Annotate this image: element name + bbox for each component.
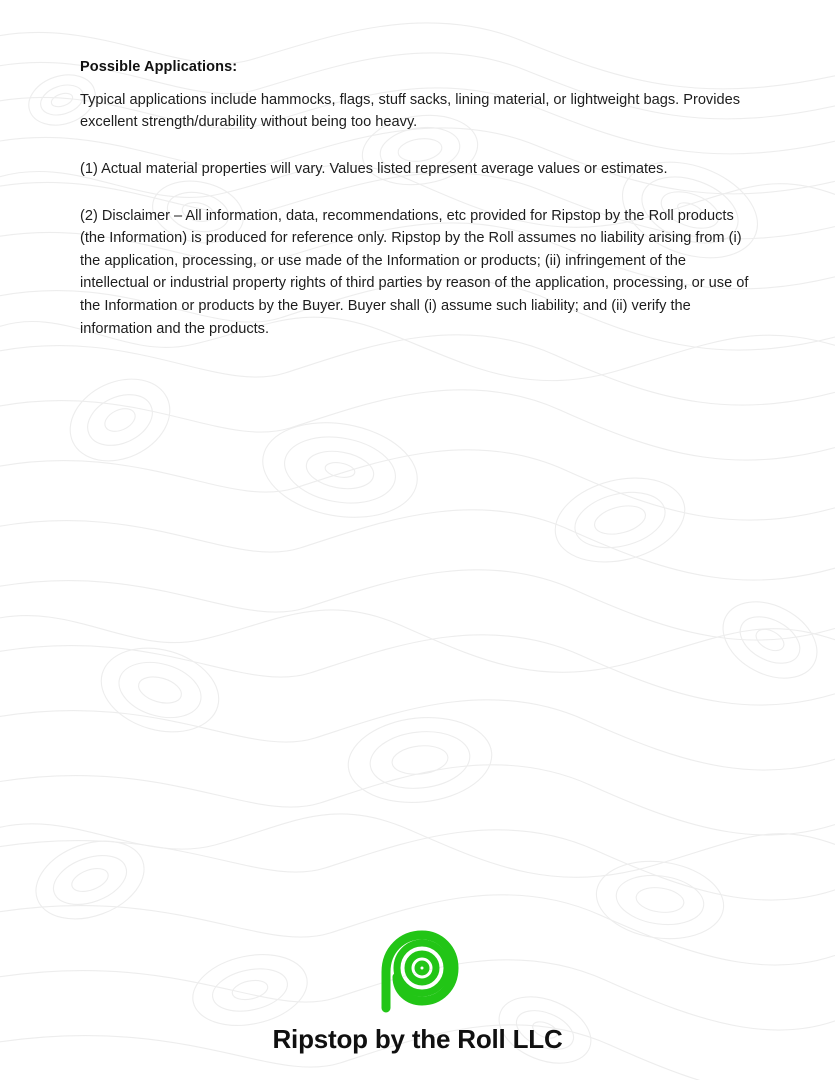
spiral-roll-icon [375,928,461,1014]
page-footer [0,928,835,1052]
footnote-1-paragraph: (1) Actual material properties will vary. Values listed represent average values or estimates. [80,161,668,178]
applications-paragraph: Typical applications include hammocks, flags, stuff sacks, lining material, or lightweight bags. Provides excellent strength/durability without being too heavy. [80,91,741,131]
page-title: Possible Applications: [80,59,238,75]
document-content [80,58,752,340]
disclaimer-paragraph: (2) Disclaimer – All information, data, recommendations, etc provided for Ripstop by the Roll products (the Information) is produced for reference only. Ripstop by the Roll assumes no liability arising from (i) the application, processing, or use made of the Information or products; (ii) infringement of the intellectual or industrial property rights of third parties by reason of the application, processing, or use of the Information or products by the Buyer. Buyer shall (i) assume such liability; and (ii) verify the information and the products. [80,207,749,337]
brand-name: Ripstop by the Roll LLC [272,1024,563,1054]
